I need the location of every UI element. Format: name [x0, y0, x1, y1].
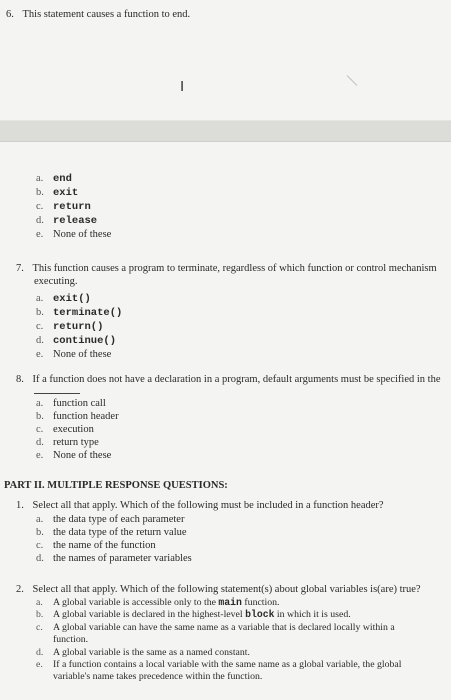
answer-blank[interactable] — [34, 393, 80, 394]
option-d[interactable]: d. the names of parameter variables — [36, 553, 192, 564]
option-e[interactable]: e. If a function contains a local variable with the same name as a global variable, the global — [36, 659, 402, 671]
question-number: 1. — [16, 500, 24, 511]
question-p2-1 — [16, 499, 384, 512]
question-text: This statement causes a function to end. — [22, 9, 191, 20]
option-e[interactable]: e. None of these — [36, 349, 112, 360]
option-b[interactable]: b. exit — [36, 187, 79, 199]
q8-options — [36, 397, 119, 462]
option-a[interactable]: a. end — [36, 173, 72, 185]
q6-options — [36, 172, 111, 241]
option-d[interactable]: d. continue() — [36, 335, 117, 347]
question-7 — [16, 262, 451, 275]
question-p2-2 — [16, 583, 421, 596]
question-text: Select all that apply. Which of the following statement(s) about global variables is(are) true? — [32, 584, 421, 595]
option-d[interactable]: d. release — [36, 215, 98, 227]
option-b[interactable]: b. terminate() — [36, 307, 123, 319]
option-b[interactable]: b. function header — [36, 411, 119, 422]
question-6 — [6, 8, 190, 21]
p2-q2-options — [36, 597, 448, 684]
text-cursor-icon: I — [180, 78, 185, 95]
question-number: 7. — [16, 263, 24, 274]
option-b[interactable]: b. the data type of the return value — [36, 527, 187, 538]
option-c[interactable]: c. return() — [36, 321, 104, 333]
question-7-text-continued: executing. — [34, 276, 78, 287]
question-text: Select all that apply. Which of the following must be included in a function header? — [32, 500, 384, 511]
option-c[interactable]: c. the name of the function — [36, 540, 156, 551]
question-text: This function causes a program to terminate, regardless of which function or control mechanism — [32, 263, 437, 274]
option-e[interactable]: e. None of these — [36, 229, 112, 240]
option-e[interactable]: e. None of these — [36, 450, 112, 461]
option-d[interactable]: d. A global variable is the same as a named constant. — [36, 646, 250, 658]
option-e-continued: variable's name takes precedence within the function. — [53, 671, 263, 683]
question-text: If a function does not have a declaration in a program, default arguments must be specified in the — [32, 374, 441, 385]
option-b[interactable]: b. A global variable is declared in the highest-level block in which it is used. — [36, 609, 351, 621]
option-a[interactable]: a. the data type of each parameter — [36, 514, 185, 525]
option-c[interactable]: c. execution — [36, 424, 94, 435]
stray-mark — [347, 75, 358, 86]
question-number: 2. — [16, 584, 24, 595]
p2-q1-options — [36, 513, 192, 565]
option-c[interactable]: c. return — [36, 201, 91, 213]
question-number: 8. — [16, 374, 24, 385]
divider-band — [0, 120, 451, 142]
question-8 — [16, 373, 451, 386]
option-a[interactable]: a. A global variable is accessible only to the main function. — [36, 597, 280, 608]
option-c-continued: function. — [53, 634, 89, 646]
option-c[interactable]: c. A global variable can have the same name as a variable that is declared locally within a — [36, 621, 395, 633]
option-d[interactable]: d. return type — [36, 437, 99, 448]
q7-options — [36, 292, 122, 361]
option-a[interactable]: a. function call — [36, 398, 106, 409]
section-heading: PART II. MULTIPLE RESPONSE QUESTIONS: — [4, 480, 228, 491]
question-number: 6. — [6, 9, 14, 20]
option-a[interactable]: a. exit() — [36, 293, 91, 305]
